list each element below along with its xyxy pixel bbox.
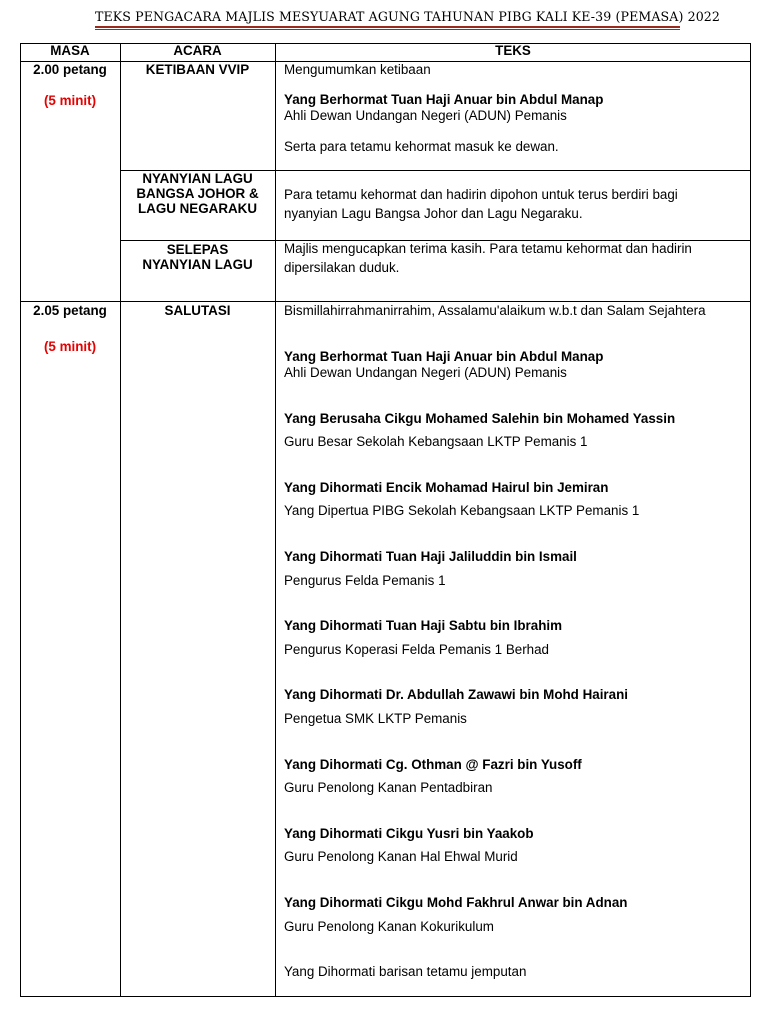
header-acara: ACARA	[173, 43, 222, 58]
guest-name: Yang Dihormati Cg. Othman @ Fazri bin Yusoff	[284, 757, 582, 772]
guest-role: Guru Penolong Kanan Hal Ehwal Murid	[284, 849, 518, 864]
header-masa: MASA	[50, 43, 90, 58]
guest-role: Guru Penolong Kanan Kokurikulum	[284, 919, 494, 934]
text-line: nyanyian Lagu Bangsa Johor dan Lagu Negaraku.	[284, 206, 583, 221]
guest-name: Yang Berhormat Tuan Haji Anuar bin Abdul Manap	[284, 92, 604, 107]
time-cell: 2.00 petang	[33, 62, 107, 77]
guest-name: Yang Berusaha Cikgu Mohamed Salehin bin Mohamed Yassin	[284, 411, 676, 426]
header-teks: TEKS	[495, 43, 531, 58]
guest-name: Yang Dihormati Encik Mohamad Hairul bin Jemiran	[284, 480, 609, 495]
guest-role: Guru Penolong Kanan Pentadbiran	[284, 780, 493, 795]
text-line: Serta para tetamu kehormat masuk ke dewan.	[284, 139, 559, 154]
guest-role: Ahli Dewan Undangan Negeri (ADUN) Pemanis	[284, 108, 567, 123]
text-line: Mengumumkan ketibaan	[284, 62, 431, 77]
text-line: dipersilakan duduk.	[284, 260, 400, 275]
guest-role: Pengurus Felda Pemanis 1	[284, 573, 446, 588]
guest-role: Pengurus Koperasi Felda Pemanis 1 Berhad	[284, 642, 549, 657]
title-underline	[95, 26, 680, 28]
title-underline-thin	[95, 29, 680, 30]
event-cell: LAGU NEGARAKU	[137, 201, 258, 216]
event-cell: BANGSA JOHOR &	[136, 186, 259, 201]
text-line: Para tetamu kehormat dan hadirin dipohon untuk terus berdiri bagi	[284, 187, 678, 202]
guest-name: Yang Dihormati Cikgu Mohd Fakhrul Anwar bin Adnan	[284, 895, 628, 910]
guest-role: Pengetua SMK LKTP Pemanis	[284, 711, 467, 726]
duration-label: (5 minit)	[43, 339, 97, 354]
guest-name: Yang Dihormati Cikgu Yusri bin Yaakob	[284, 826, 534, 841]
event-cell: KETIBAAN VVIP	[145, 62, 250, 77]
guest-name: Yang Berhormat Tuan Haji Anuar bin Abdul Manap	[284, 349, 604, 364]
document-title: TEKS PENGACARA MAJLIS MESYUARAT AGUNG TAHUNAN PIBG KALI KE-39 (PEMASA) 2022	[95, 9, 721, 24]
guest-name: Yang Dihormati Tuan Haji Jaliluddin bin Ismail	[284, 549, 577, 564]
text-line: Majlis mengucapkan terima kasih. Para tetamu kehormat dan hadirin	[284, 241, 692, 256]
guest-name: Yang Dihormati Tuan Haji Sabtu bin Ibrahim	[284, 618, 563, 633]
event-cell: NYANYIAN LAGU	[142, 171, 253, 186]
guest-role: Guru Besar Sekolah Kebangsaan LKTP Pemanis 1	[284, 434, 588, 449]
time-cell: 2.05 petang	[33, 303, 107, 318]
duration-label: (5 minit)	[43, 93, 97, 108]
column-divider	[275, 43, 276, 997]
event-cell: SELEPAS	[166, 242, 229, 257]
closing-line: Yang Dihormati barisan tetamu jemputan	[284, 964, 527, 979]
event-cell: SALUTASI	[164, 303, 231, 318]
guest-role: Yang Dipertua PIBG Sekolah Kebangsaan LKTP Pemanis 1	[284, 503, 640, 518]
row-divider	[20, 301, 751, 302]
guest-name: Yang Dihormati Dr. Abdullah Zawawi bin Mohd Hairani	[284, 687, 628, 702]
event-cell: NYANYIAN LAGU	[142, 257, 253, 272]
greeting-line: Bismillahirrahmanirrahim, Assalamu'alaikum w.b.t dan Salam Sejahtera	[284, 303, 706, 318]
guest-role: Ahli Dewan Undangan Negeri (ADUN) Pemanis	[284, 365, 567, 380]
